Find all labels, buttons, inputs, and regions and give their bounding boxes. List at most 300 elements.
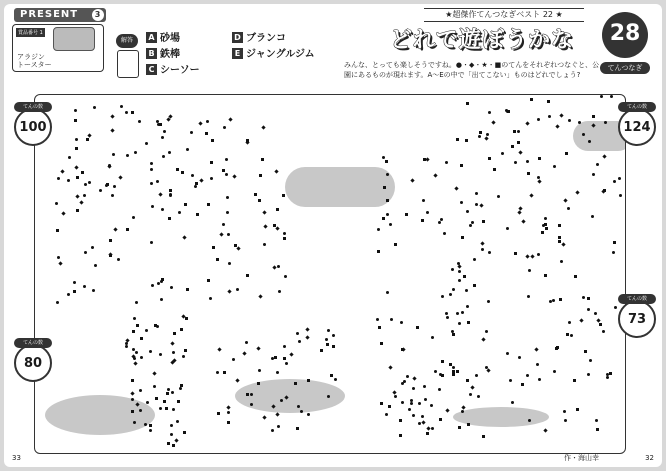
- puzzle-dot: [547, 100, 550, 103]
- puzzle-dot: [126, 154, 129, 157]
- puzzle-dot: [452, 288, 455, 291]
- present-panel: [12, 8, 106, 70]
- puzzle-dot: [276, 226, 280, 230]
- puzzle-dot: [426, 432, 429, 435]
- puzzle-dot: [84, 183, 87, 186]
- puzzle-dot: [527, 172, 530, 175]
- puzzle-dot: [388, 405, 391, 408]
- puzzle-dot: [549, 300, 552, 303]
- puzzle-dot: [167, 442, 170, 445]
- badge-value: 124: [623, 120, 651, 135]
- puzzle-dot: [211, 139, 214, 142]
- puzzle-dot: [591, 215, 594, 218]
- answer-box[interactable]: [117, 50, 139, 78]
- puzzle-dot: [458, 322, 461, 325]
- author-credit: 作・海山幸: [564, 454, 599, 462]
- puzzle-dot: [475, 192, 478, 195]
- puzzle-dot: [449, 293, 452, 296]
- puzzle-dot: [475, 374, 478, 377]
- puzzle-dot: [55, 202, 58, 205]
- puzzle-dot: [99, 189, 102, 192]
- puzzle-dot: [232, 175, 236, 179]
- puzzle-dot: [614, 306, 617, 309]
- puzzle-dot: [602, 155, 606, 159]
- puzzle-dot: [227, 411, 230, 414]
- puzzle-dot: [488, 251, 491, 254]
- puzzle-dot: [56, 301, 59, 304]
- puzzle-dot: [423, 158, 426, 161]
- puzzle-dot: [56, 229, 59, 232]
- puzzle-dot: [305, 327, 309, 331]
- puzzle-dot: [176, 168, 179, 171]
- puzzle-dot: [513, 130, 516, 133]
- puzzle-dot: [186, 148, 189, 151]
- puzzle-dot: [473, 258, 476, 261]
- puzzle-dot: [330, 374, 333, 377]
- puzzle-dot: [386, 199, 389, 202]
- puzzle-dot: [455, 187, 459, 191]
- puzzle-dot: [126, 228, 129, 231]
- puzzle-dot: [298, 340, 301, 343]
- option-d: [232, 32, 286, 46]
- puzzle-dot: [170, 433, 173, 436]
- puzzle-dot: [172, 444, 175, 447]
- puzzle-dot: [209, 297, 212, 300]
- puzzle-dot: [153, 372, 157, 376]
- puzzle-dot: [506, 227, 509, 230]
- puzzle-dot: [256, 346, 260, 350]
- puzzle-dot: [405, 213, 408, 216]
- present-logo-text: PRESENT: [20, 9, 79, 20]
- puzzle-dot: [579, 318, 583, 322]
- page-title: どれで遊ぼうかな: [389, 28, 574, 53]
- puzzle-dot: [154, 324, 157, 327]
- puzzle-dot: [170, 286, 173, 289]
- puzzle-dot: [81, 171, 84, 174]
- puzzle-dot: [162, 155, 165, 158]
- puzzle-dot: [501, 152, 504, 155]
- puzzle-dot: [469, 224, 472, 227]
- puzzle-dot: [185, 317, 188, 320]
- cloud-shape: [285, 167, 395, 207]
- prize-name: [17, 53, 99, 69]
- puzzle-dot: [514, 161, 517, 164]
- puzzle-dot: [595, 419, 598, 422]
- puzzle-dot: [289, 352, 293, 356]
- puzzle-dot: [263, 210, 267, 214]
- puzzle-dot: [112, 153, 115, 156]
- puzzle-dot: [406, 375, 409, 378]
- puzzle-dot: [439, 418, 442, 421]
- badge-value: 73: [627, 312, 647, 327]
- prize-name-line-1: アラジン: [17, 53, 45, 61]
- puzzle-dot: [423, 385, 426, 388]
- badge-label: てんの数: [14, 338, 52, 348]
- puzzle-dot: [401, 347, 405, 351]
- puzzle-dot: [169, 189, 172, 192]
- puzzle-dot: [521, 220, 525, 224]
- puzzle-dot: [58, 262, 62, 266]
- puzzle-dot: [466, 102, 469, 105]
- dot-count-badge: [14, 104, 52, 146]
- puzzle-dot: [246, 274, 249, 277]
- puzzle-dot: [332, 334, 335, 337]
- option-key: D: [232, 32, 243, 43]
- puzzle-dot: [478, 135, 481, 138]
- puzzle-dot: [79, 200, 83, 204]
- puzzle-dot: [440, 218, 443, 221]
- puzzle-dot: [466, 379, 469, 382]
- puzzle-dot: [223, 126, 226, 129]
- puzzle-dot: [261, 158, 264, 161]
- puzzle-dot: [386, 291, 389, 294]
- puzzle-dot: [158, 192, 162, 196]
- puzzle-dot: [434, 370, 437, 373]
- puzzle-dot: [212, 246, 215, 249]
- puzzle-dot: [469, 393, 472, 396]
- puzzle-dot: [553, 370, 556, 373]
- puzzle-dot: [382, 217, 385, 220]
- puzzle-dot: [394, 243, 397, 246]
- puzzle-dot: [245, 341, 248, 344]
- puzzle-dot: [471, 221, 474, 224]
- puzzle-dot: [558, 240, 561, 243]
- puzzle-dot: [410, 402, 413, 405]
- puzzle-dot: [559, 298, 562, 301]
- puzzle-dot: [587, 308, 590, 311]
- puzzle-dot: [106, 183, 109, 186]
- puzzle-dot: [564, 198, 568, 202]
- answer-label: 解答: [116, 34, 138, 48]
- puzzle-dot: [276, 208, 279, 211]
- puzzle-dot: [475, 203, 478, 206]
- puzzle-dot: [517, 141, 520, 144]
- puzzle-dot: [388, 365, 392, 369]
- puzzle-dot: [250, 403, 253, 406]
- puzzle-dot: [445, 161, 448, 164]
- puzzle-dot: [86, 138, 89, 141]
- puzzle-dot: [545, 227, 548, 230]
- puzzle-dot: [413, 377, 417, 381]
- puzzle-dot: [412, 387, 415, 390]
- puzzle-dot: [536, 363, 539, 366]
- puzzle-dot: [83, 285, 86, 288]
- puzzle-dot: [558, 236, 561, 239]
- prize-name-line-2: トースター: [17, 61, 52, 69]
- puzzle-dot: [560, 260, 563, 263]
- puzzle-dot: [135, 351, 138, 354]
- puzzle-dot: [460, 164, 463, 167]
- puzzle-dot: [386, 173, 389, 176]
- puzzle-dot: [296, 427, 299, 430]
- puzzle-dot: [92, 289, 95, 292]
- puzzle-dot: [488, 157, 491, 160]
- puzzle-dot: [125, 111, 128, 114]
- puzzle-dot: [527, 295, 530, 298]
- puzzle-dot: [327, 395, 330, 398]
- puzzle-dot: [157, 123, 160, 126]
- puzzle-dot: [449, 363, 452, 366]
- puzzle-dot: [430, 404, 433, 407]
- puzzle-dot: [526, 160, 529, 163]
- puzzle-dot: [594, 312, 597, 315]
- puzzle-dot: [219, 232, 223, 236]
- puzzle-dot: [109, 239, 112, 242]
- puzzle-dot: [418, 402, 421, 405]
- puzzle-dot: [118, 175, 122, 179]
- puzzle-dot: [259, 174, 262, 177]
- puzzle-dot: [173, 332, 176, 335]
- puzzle-dot: [198, 122, 202, 126]
- puzzle-dot: [589, 359, 592, 362]
- present-logo-number: 3: [92, 9, 104, 21]
- puzzle-dot: [181, 171, 184, 174]
- lead-text: みんな、とっても楽しそうですね。●・◆・★・■のてんをそれぞれつなぐと、公園にあるものが現れます。A～Eの中で「出てこない」ものはどれでしょう?: [344, 61, 600, 79]
- puzzle-dot: [307, 413, 310, 416]
- present-logo: [14, 8, 106, 22]
- puzzle-dot: [422, 199, 425, 202]
- puzzle-dot: [140, 337, 143, 340]
- puzzle-dot: [76, 209, 79, 212]
- puzzle-dot: [161, 278, 164, 281]
- puzzle-dot: [296, 332, 299, 335]
- puzzle-dot: [283, 357, 286, 360]
- puzzle-dot: [599, 323, 602, 326]
- puzzle-dot: [168, 217, 171, 220]
- puzzle-dot: [275, 412, 279, 416]
- puzzle-dot: [592, 115, 595, 118]
- puzzle-dot: [320, 349, 323, 352]
- puzzle-dot: [526, 374, 529, 377]
- puzzle-dot: [305, 335, 309, 339]
- puzzle-dot: [113, 185, 116, 188]
- puzzle-dot: [135, 402, 139, 406]
- option-b: [146, 48, 180, 62]
- puzzle-dot: [518, 151, 522, 155]
- puzzle-dot: [378, 326, 381, 329]
- puzzle-dot: [194, 185, 197, 188]
- puzzle-dot: [175, 438, 179, 442]
- puzzle-dot: [461, 236, 464, 239]
- puzzle-dot: [480, 203, 484, 207]
- puzzle-dot: [225, 158, 228, 161]
- puzzle-dot: [191, 174, 194, 177]
- puzzle-dot: [332, 345, 335, 348]
- puzzle-dot: [166, 392, 169, 395]
- best-banner: ★超傑作てんつなぎベスト 22 ★: [424, 8, 584, 22]
- puzzle-dot: [482, 435, 485, 438]
- puzzle-dot: [534, 347, 538, 351]
- puzzle-dot: [538, 378, 541, 381]
- puzzle-dot: [160, 298, 163, 301]
- puzzle-dot: [460, 201, 463, 204]
- puzzle-dot: [159, 407, 162, 410]
- puzzle-dot: [225, 173, 228, 176]
- puzzle-dot: [285, 362, 288, 365]
- puzzle-dot: [179, 387, 182, 390]
- puzzle-dot: [458, 426, 461, 429]
- puzzle-dot: [297, 405, 300, 408]
- puzzle-dot: [568, 321, 571, 324]
- puzzle-dot: [165, 407, 168, 410]
- puzzle-dot: [222, 169, 225, 172]
- puzzle-dot: [487, 300, 490, 303]
- puzzle-dot: [170, 341, 174, 345]
- puzzle-dot: [456, 370, 459, 373]
- puzzle-dot: [75, 138, 78, 141]
- puzzle-dot: [151, 205, 154, 208]
- puzzle-dot: [83, 194, 86, 197]
- puzzle-dot: [543, 428, 547, 432]
- puzzle-dot: [412, 414, 415, 417]
- puzzle-dot: [178, 211, 181, 214]
- puzzle-dot: [226, 196, 229, 199]
- puzzle-dot: [481, 248, 484, 251]
- puzzle-dot: [538, 157, 541, 160]
- toaster-image: [53, 27, 95, 51]
- puzzle-dot: [207, 203, 210, 206]
- puzzle-dot: [443, 232, 446, 235]
- puzzle-dot: [613, 241, 616, 244]
- puzzle-dot: [486, 133, 489, 136]
- puzzle-dot: [283, 345, 286, 348]
- puzzle-dot: [463, 275, 466, 278]
- puzzle-dot: [171, 391, 174, 394]
- puzzle-dot: [163, 400, 166, 403]
- puzzle-dot: [60, 169, 64, 173]
- puzzle-dot: [600, 95, 603, 98]
- puzzle-dot: [149, 350, 152, 353]
- puzzle-dot: [576, 190, 580, 194]
- puzzle-dot: [487, 368, 491, 372]
- puzzle-dot: [276, 371, 279, 374]
- puzzle-dot: [327, 329, 330, 332]
- category-label: てんつなぎ: [600, 62, 650, 74]
- puzzle-dot: [94, 264, 97, 267]
- puzzle-dot: [258, 294, 262, 298]
- puzzle-dot: [606, 376, 609, 379]
- ground-shadow: [45, 395, 155, 435]
- puzzle-dot: [456, 138, 459, 141]
- puzzle-dot: [261, 125, 265, 129]
- puzzle-dot: [232, 358, 235, 361]
- puzzle-dot: [134, 151, 137, 154]
- puzzle-dot: [150, 162, 153, 165]
- puzzle-dot: [176, 420, 179, 423]
- puzzle-dot: [111, 194, 114, 197]
- puzzle-dot: [424, 398, 427, 401]
- puzzle-dot: [588, 140, 591, 143]
- puzzle-dot: [73, 290, 76, 293]
- puzzle-dot: [183, 431, 186, 434]
- puzzle-dot: [74, 119, 77, 122]
- puzzle-dot: [451, 330, 454, 333]
- puzzle-dot: [497, 195, 500, 198]
- left-page-number: 33: [12, 454, 21, 462]
- puzzle-dot: [427, 427, 431, 431]
- puzzle-dot: [88, 181, 91, 184]
- puzzle-dot: [263, 415, 267, 419]
- puzzle-dot: [461, 405, 465, 409]
- puzzle-dot: [243, 351, 247, 355]
- puzzle-dot: [587, 297, 590, 300]
- puzzle-dot: [401, 401, 404, 404]
- puzzle-dot: [75, 147, 78, 150]
- puzzle-dot: [161, 136, 164, 139]
- puzzle-dot: [377, 228, 380, 231]
- puzzle-dot: [125, 345, 128, 348]
- puzzle-dot: [132, 216, 135, 219]
- puzzle-dot: [380, 342, 383, 345]
- puzzle-dot: [493, 168, 496, 171]
- puzzle-dot: [133, 317, 136, 320]
- option-text: ジャングルジム: [246, 49, 315, 60]
- puzzle-dot: [530, 255, 534, 259]
- badge-label: てんの数: [618, 294, 656, 304]
- puzzle-dot: [159, 353, 162, 356]
- puzzle-dot: [610, 95, 613, 98]
- puzzle-dot: [573, 379, 576, 382]
- puzzle-dot: [263, 224, 267, 228]
- puzzle-dot: [161, 208, 164, 211]
- puzzle-dot: [144, 423, 147, 426]
- puzzle-dot: [456, 312, 459, 315]
- puzzle-dot: [561, 243, 565, 247]
- puzzle-dot: [135, 301, 138, 304]
- puzzle-dot: [136, 324, 139, 327]
- puzzle-dot: [466, 305, 469, 308]
- puzzle-dot: [574, 275, 577, 278]
- puzzle-dot: [140, 356, 143, 359]
- puzzle-dot: [525, 122, 529, 126]
- puzzle-dot: [170, 424, 173, 427]
- puzzle-dot: [223, 371, 226, 374]
- puzzle-dot: [67, 293, 70, 296]
- puzzle-dot: [399, 434, 402, 437]
- puzzle-dot: [274, 356, 277, 359]
- puzzle-dot: [326, 343, 329, 346]
- puzzle-dot: [110, 115, 114, 119]
- puzzle-dot: [411, 178, 415, 182]
- puzzle-dot: [376, 318, 379, 321]
- puzzle-dot: [451, 268, 454, 271]
- puzzle-number: 28: [609, 21, 641, 46]
- puzzle-dot: [206, 120, 209, 123]
- puzzle-dot: [592, 173, 595, 176]
- puzzle-dot: [153, 385, 156, 388]
- puzzle-dot: [544, 217, 547, 220]
- puzzle-dot: [257, 382, 260, 385]
- puzzle-dot: [61, 212, 65, 216]
- puzzle-dot: [130, 391, 134, 395]
- puzzle-dot: [558, 224, 561, 227]
- puzzle-dot: [205, 132, 208, 135]
- puzzle-dot: [300, 410, 303, 413]
- puzzle-dot: [416, 326, 419, 329]
- puzzle-dot: [383, 186, 386, 189]
- puzzle-dot: [168, 151, 171, 154]
- puzzle-dot: [548, 115, 551, 118]
- puzzle-dot: [441, 360, 444, 363]
- puzzle-dot: [467, 321, 470, 324]
- puzzle-dot: [452, 370, 455, 373]
- puzzle-dot: [182, 235, 186, 239]
- puzzle-dot: [131, 398, 134, 401]
- puzzle-dot: [163, 130, 166, 133]
- prize-tag: 賞品番号 1: [18, 30, 43, 36]
- option-key: E: [232, 48, 243, 59]
- puzzle-dot: [307, 379, 310, 382]
